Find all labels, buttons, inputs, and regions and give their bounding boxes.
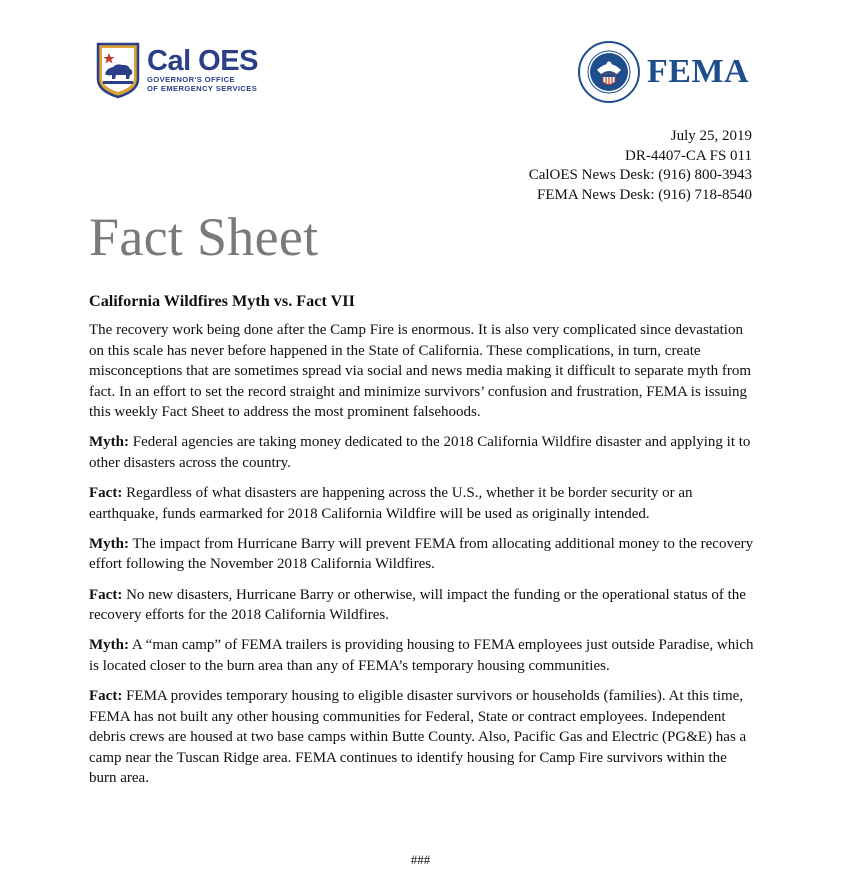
dhs-seal-icon — [577, 40, 641, 104]
myth-fact-item — [89, 483, 755, 524]
myth-fact-item — [89, 585, 755, 626]
release-info — [529, 127, 752, 205]
fema-news-desk: FEMA News Desk: (916) 718-8540 — [537, 186, 752, 203]
item-label: Fact: — [89, 485, 123, 502]
caloes-news-desk: CalOES News Desk: (916) 800-3943 — [528, 167, 752, 183]
intro-paragraph: The recovery work being done after the Camp Fire is enormous. It is also very complicated since devastation on this scale has never before happened in the State of California. These complications, in turn, create misconceptions that are sometimes spread via social and news media making it difficult to separate myth from fact. In an effort to set the record straight and minimize survivors’ confusion and frustration, FEMA is issuing this weekly Fact Sheet to address the most prominent falsehoods. — [89, 322, 752, 421]
item-label: Myth: — [89, 535, 129, 552]
fema-brand: FEMA — [647, 53, 750, 90]
caloes-logo — [95, 41, 258, 99]
end-mark: ### — [410, 852, 431, 867]
myth-fact-item — [89, 534, 755, 575]
caloes-subtitle-line2: OF EMERGENCY SERVICES — [147, 84, 258, 93]
release-id: DR-4407-CA FS 011 — [625, 147, 752, 164]
fact-sheet-body — [89, 290, 755, 798]
item-label: Myth: — [89, 434, 129, 451]
item-text: The impact from Hurricane Barry will prevent FEMA from allocating additional money to the recovery effort following the November 2018 California Wildfires. — [89, 535, 754, 573]
item-label: Fact: — [89, 687, 123, 704]
myth-fact-item — [89, 432, 755, 473]
page-title: Fact Sheet — [89, 207, 319, 267]
item-text: Regardless of what disasters are happening across the U.S., whether it be border security or an earthquake, funds earmarked for 2018 California Wildfire will be used as originally intended. — [89, 485, 693, 522]
caloes-seal-icon — [95, 41, 141, 99]
item-text: No new disasters, Hurricane Barry or otherwise, will impact the funding or the operational status of the recovery efforts for the 2018 California Wildfires. — [89, 586, 746, 624]
item-text: FEMA provides temporary housing to eligible disaster survivors or households (families). At this time, FEMA has not built any other housing communities for Federal, State or contract employees. Independent debris crews are housed at two base camps within Butte County. Also, Pacific Gas and Electric (PG&E) has a camp near the Tuscan Ridge area. FEMA continues to identify housing for Camp Fire survivors within the burn area. — [89, 687, 747, 787]
myth-fact-item — [89, 686, 755, 789]
caloes-brand: Cal OES — [147, 45, 258, 77]
release-date: July 25, 2019 — [670, 128, 752, 144]
fema-logo — [577, 40, 749, 104]
section-heading: California Wildfires Myth vs. Fact VII — [89, 292, 355, 310]
myth-fact-item — [89, 635, 755, 676]
caloes-subtitle-line1: GOVERNOR'S OFFICE — [147, 75, 235, 84]
item-text: A “man camp” of FEMA trailers is providing housing to FEMA employees just outside Paradise, which is located closer to the burn area than any of FEMA’s temporary housing communities. — [89, 637, 754, 674]
item-label: Fact: — [89, 586, 123, 603]
item-text: Federal agencies are taking money dedicated to the 2018 California Wildfire disaster and applying it to other disasters across the country. — [89, 434, 751, 472]
item-label: Myth: — [89, 637, 129, 654]
